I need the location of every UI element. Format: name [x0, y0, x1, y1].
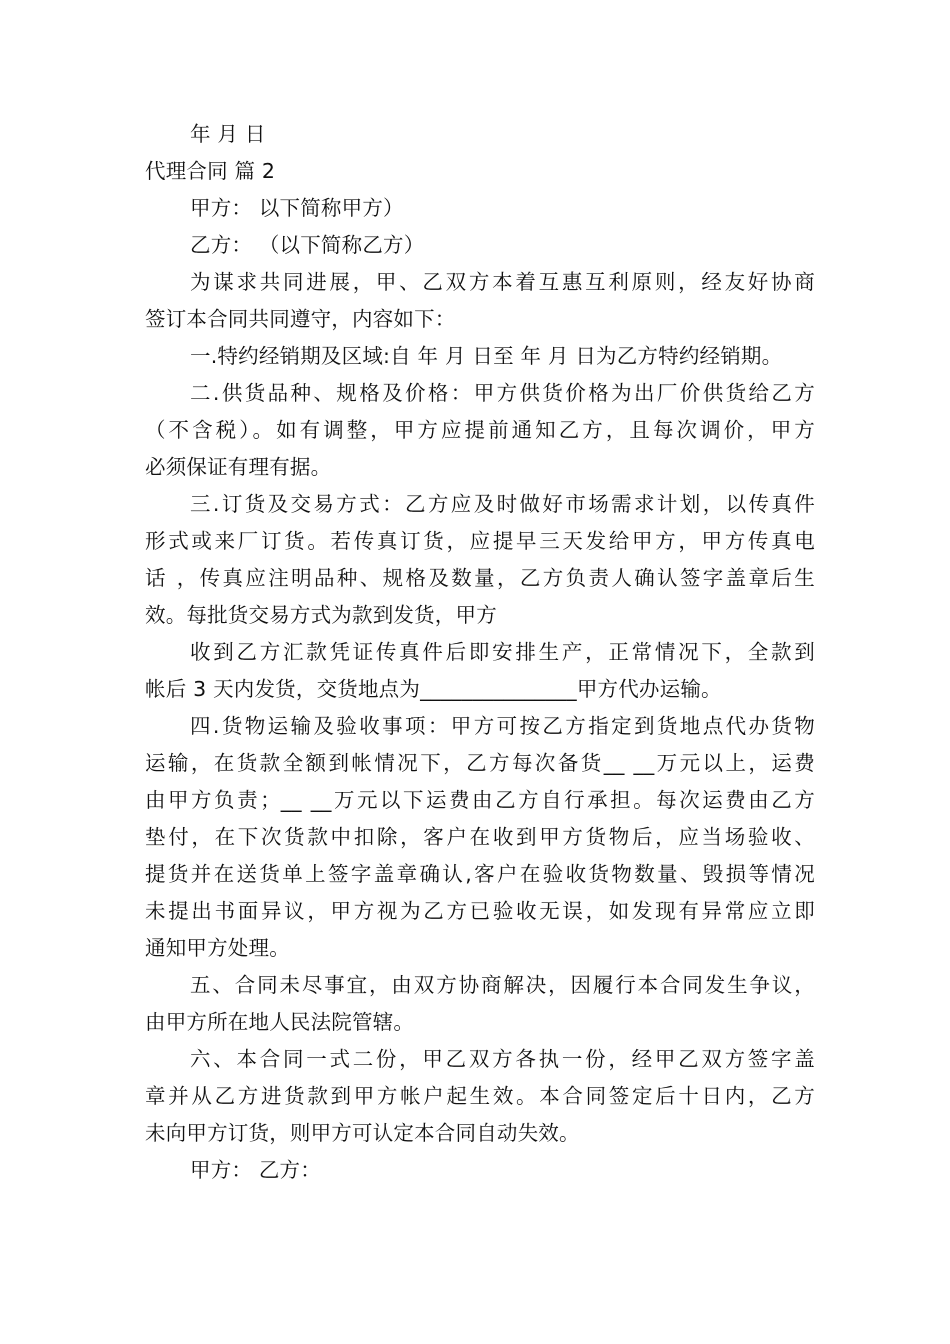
paragraph-line: 效。每批货交易方式为款到发货，甲方: [145, 603, 497, 627]
paragraph-line: 四.货物运输及验收事项：甲方可按乙方指定到货地点代办货物: [190, 714, 815, 738]
clause-3-continued-paragraph: [145, 634, 815, 708]
paragraph-line: 为谋求共同进展，甲、乙双方本着互惠互利原则，经友好协商: [190, 270, 815, 294]
paragraph-line: 三.订货及交易方式：乙方应及时做好市场需求计划，以传真件: [190, 492, 815, 516]
clause-3-paragraph: [145, 486, 815, 634]
clause-2-paragraph: [145, 375, 815, 486]
paragraph-line: 由甲方所在地人民法院管辖。: [145, 1010, 415, 1034]
section-heading: 代理合同 篇 2: [145, 159, 276, 183]
clause-1-paragraph: [145, 338, 815, 375]
paragraph-line: 必须保证有理有据。: [145, 455, 332, 479]
signature-line: 甲方： 乙方：: [190, 1158, 321, 1182]
party-b-line: 乙方： （以下简称乙方）: [190, 233, 425, 257]
paragraph-line: 垫付，在下次货款中扣除，客户在收到甲方货物后，应当场验收、: [145, 825, 815, 849]
paragraph-line: 签订本合同共同遵守，内容如下：: [145, 307, 456, 331]
paragraph-line: 通知甲方处理。: [145, 936, 290, 960]
paragraph-line: 章并从乙方进货款到甲方帐户起生效。本合同签定后十日内，乙方: [145, 1084, 815, 1108]
clause-4-paragraph: [145, 708, 815, 967]
intro-paragraph: [145, 264, 815, 338]
paragraph-line: （不含税）。如有调整，甲方应提前通知乙方，且每次调价，甲方: [145, 418, 815, 442]
paragraph-line: 帐后 3 天内发货，交货地点为_______________甲方代办运输。: [145, 677, 722, 701]
paragraph-line: 五、合同未尽事宜，由双方协商解决，因履行本合同发生争议，: [190, 973, 815, 997]
contract-body: [145, 116, 815, 1189]
paragraph-line: 未提出书面异议，甲方视为乙方已验收无误，如发现有异常应立即: [145, 899, 815, 923]
date-line: 年 月 日: [190, 122, 266, 146]
paragraph-line: 二.供货品种、规格及价格：甲方供货价格为出厂价供货给乙方: [190, 381, 815, 405]
paragraph-line: 一.特约经销期及区域:自 年 月 日至 年 月 日为乙方特约经销期。: [190, 344, 783, 368]
paragraph-line: 收到乙方汇款凭证传真件后即安排生产，正常情况下，全款到: [190, 640, 815, 664]
paragraph-line: 六、本合同一式二份，甲乙双方各执一份，经甲乙双方签字盖: [190, 1047, 815, 1071]
paragraph-line: 由甲方负责；__ __万元以下运费由乙方自行承担。每次运费由乙方: [145, 788, 815, 812]
clause-6-paragraph: [145, 1041, 815, 1152]
paragraph-line: 形式或来厂订货。若传真订货，应提早三天发给甲方，甲方传真电: [145, 529, 815, 553]
party-a-line: 甲方： 以下简称甲方）: [190, 196, 404, 220]
paragraph-line: 未向甲方订货，则甲方可认定本合同自动失效。: [145, 1121, 580, 1145]
paragraph-line: 提货并在送货单上签字盖章确认,客户在验收货物数量、毁损等情况: [145, 862, 815, 886]
paragraph-line: 话 ，传真应注明品种、规格及数量，乙方负责人确认签字盖章后生: [145, 566, 815, 590]
paragraph-line: 运输，在货款全额到帐情况下，乙方每次备货__ __万元以上，运费: [145, 751, 815, 775]
clause-5-paragraph: [145, 967, 815, 1041]
